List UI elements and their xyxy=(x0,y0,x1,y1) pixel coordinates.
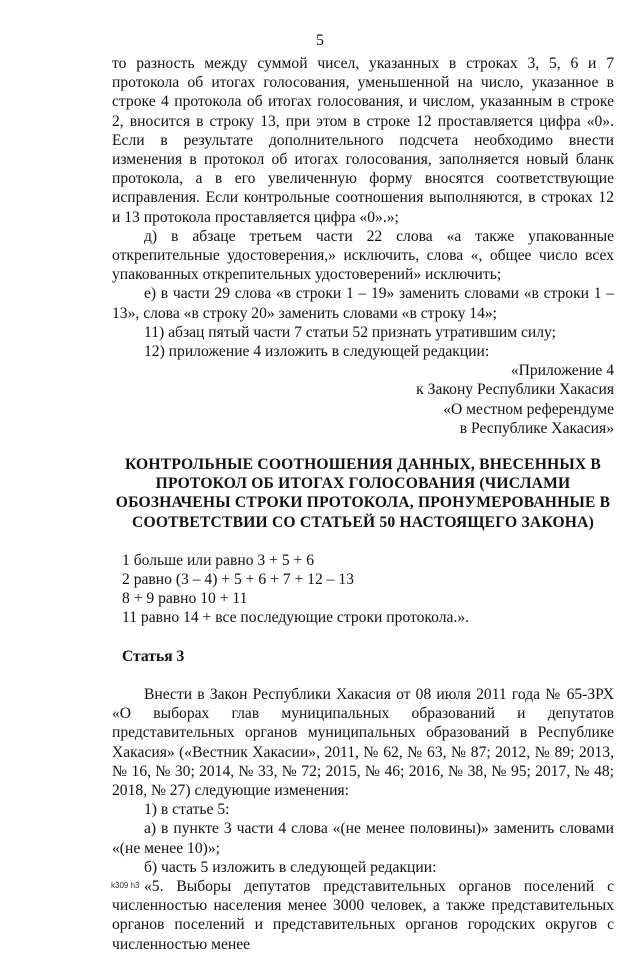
formula-list xyxy=(112,551,614,628)
appendix-reference xyxy=(112,361,614,438)
formula-line: 2 равно (3 – 4) + 5 + 6 + 7 + 12 – 13 xyxy=(122,571,354,589)
paragraph: 12) приложение 4 изложить в следующей редакции: xyxy=(144,343,490,361)
paragraph: то разность между суммой чисел, указанных в строках 3, 5, 6 и 7 протокола об итогах голосования, уменьшенной на число, указанное в строке 4 протокола об итогах голосования, и числом, указанным в строке 2, вносится в строку 13, при этом в строке 12 проставляется цифра «0». Если в результате дополнительного подсчета необходимо внести изменения в протокол об итогах голосования, заполняется новый бланк протокола, а в его увеличенную форму вносятся соответствующие исправления. Если контрольные соотношения выполняются, в строках 12 и 13 протокола проставляется цифра «0».»; xyxy=(112,55,614,226)
formula-line: 8 + 9 равно 10 + 11 xyxy=(122,590,248,608)
document-body xyxy=(112,54,614,954)
appendix-line: «Приложение 4 xyxy=(510,362,614,380)
paragraph: а) в пункте 3 части 4 слова «(не менее половины)» заменить словами «(не менее 10)»; xyxy=(112,820,614,857)
paragraph: Внести в Закон Республики Хакасия от 08 июля 2011 года № 65-ЗРХ «О выборах глав муниципальных образований и депутатов представительных органов муниципальных образований в Республике Хакасия» («Вестник Хакасии», 2011, № 62, № 63, № 87; 2012, № 89; 2013, № 16, № 30; 2014, № 33, № 72; 2015, № 46; 2016, № 38, № 95; 2017, № 48; 2018, № 27) следующие изменения: xyxy=(112,685,614,799)
paragraph: б) часть 5 изложить в следующей редакции: xyxy=(144,858,437,876)
paragraph: «5. Выборы депутатов представительных органов поселений с численностью населения менее 3000 человек, а также представительных органов поселений и представительных органов городских округов с численностью менее xyxy=(112,877,614,953)
article-title: Статья 3 xyxy=(122,647,185,665)
paragraph: 1) в статье 5: xyxy=(144,801,230,819)
appendix-line: к Закону Республики Хакасия xyxy=(416,381,614,399)
footer-code: k309 h3 xyxy=(111,881,140,890)
formula-line: 1 больше или равно 3 + 5 + 6 xyxy=(122,551,315,569)
paragraph: 11) абзац пятый части 7 статьи 52 признать утратившим силу; xyxy=(144,323,556,341)
section-heading: КОНТРОЛЬНЫЕ СООТНОШЕНИЯ ДАННЫХ, ВНЕСЕННЫХ В ПРОТОКОЛ ОБ ИТОГАХ ГОЛОСОВАНИЯ (ЧИСЛАМИ ОБОЗНАЧЕНЫ СТРОКИ ПРОТОКОЛА, ПРОНУМЕРОВАННЫЕ В СООТВЕТСТВИИ СО СТАТЬЕЙ 50 НАСТОЯЩЕГО ЗАКОНА) xyxy=(115,456,611,531)
paragraph: д) в абзаце третьем части 22 слова «а также упакованные открепительные удостоверения,» исключить, слова «, общее число всех упакованных открепительных удостоверений» исключить; xyxy=(112,227,614,284)
formula-line: 11 равно 14 + все последующие строки протокола.». xyxy=(122,609,470,627)
appendix-line: в Республике Хакасия» xyxy=(459,419,614,437)
appendix-line: «О местном референдуме xyxy=(443,400,614,418)
page-number: 5 xyxy=(316,32,324,49)
paragraph: е) в части 29 слова «в строки 1 – 19» заменить словами «в строки 1 – 13», слова «в строку 20» заменить словами «в строку 14»; xyxy=(112,285,614,322)
